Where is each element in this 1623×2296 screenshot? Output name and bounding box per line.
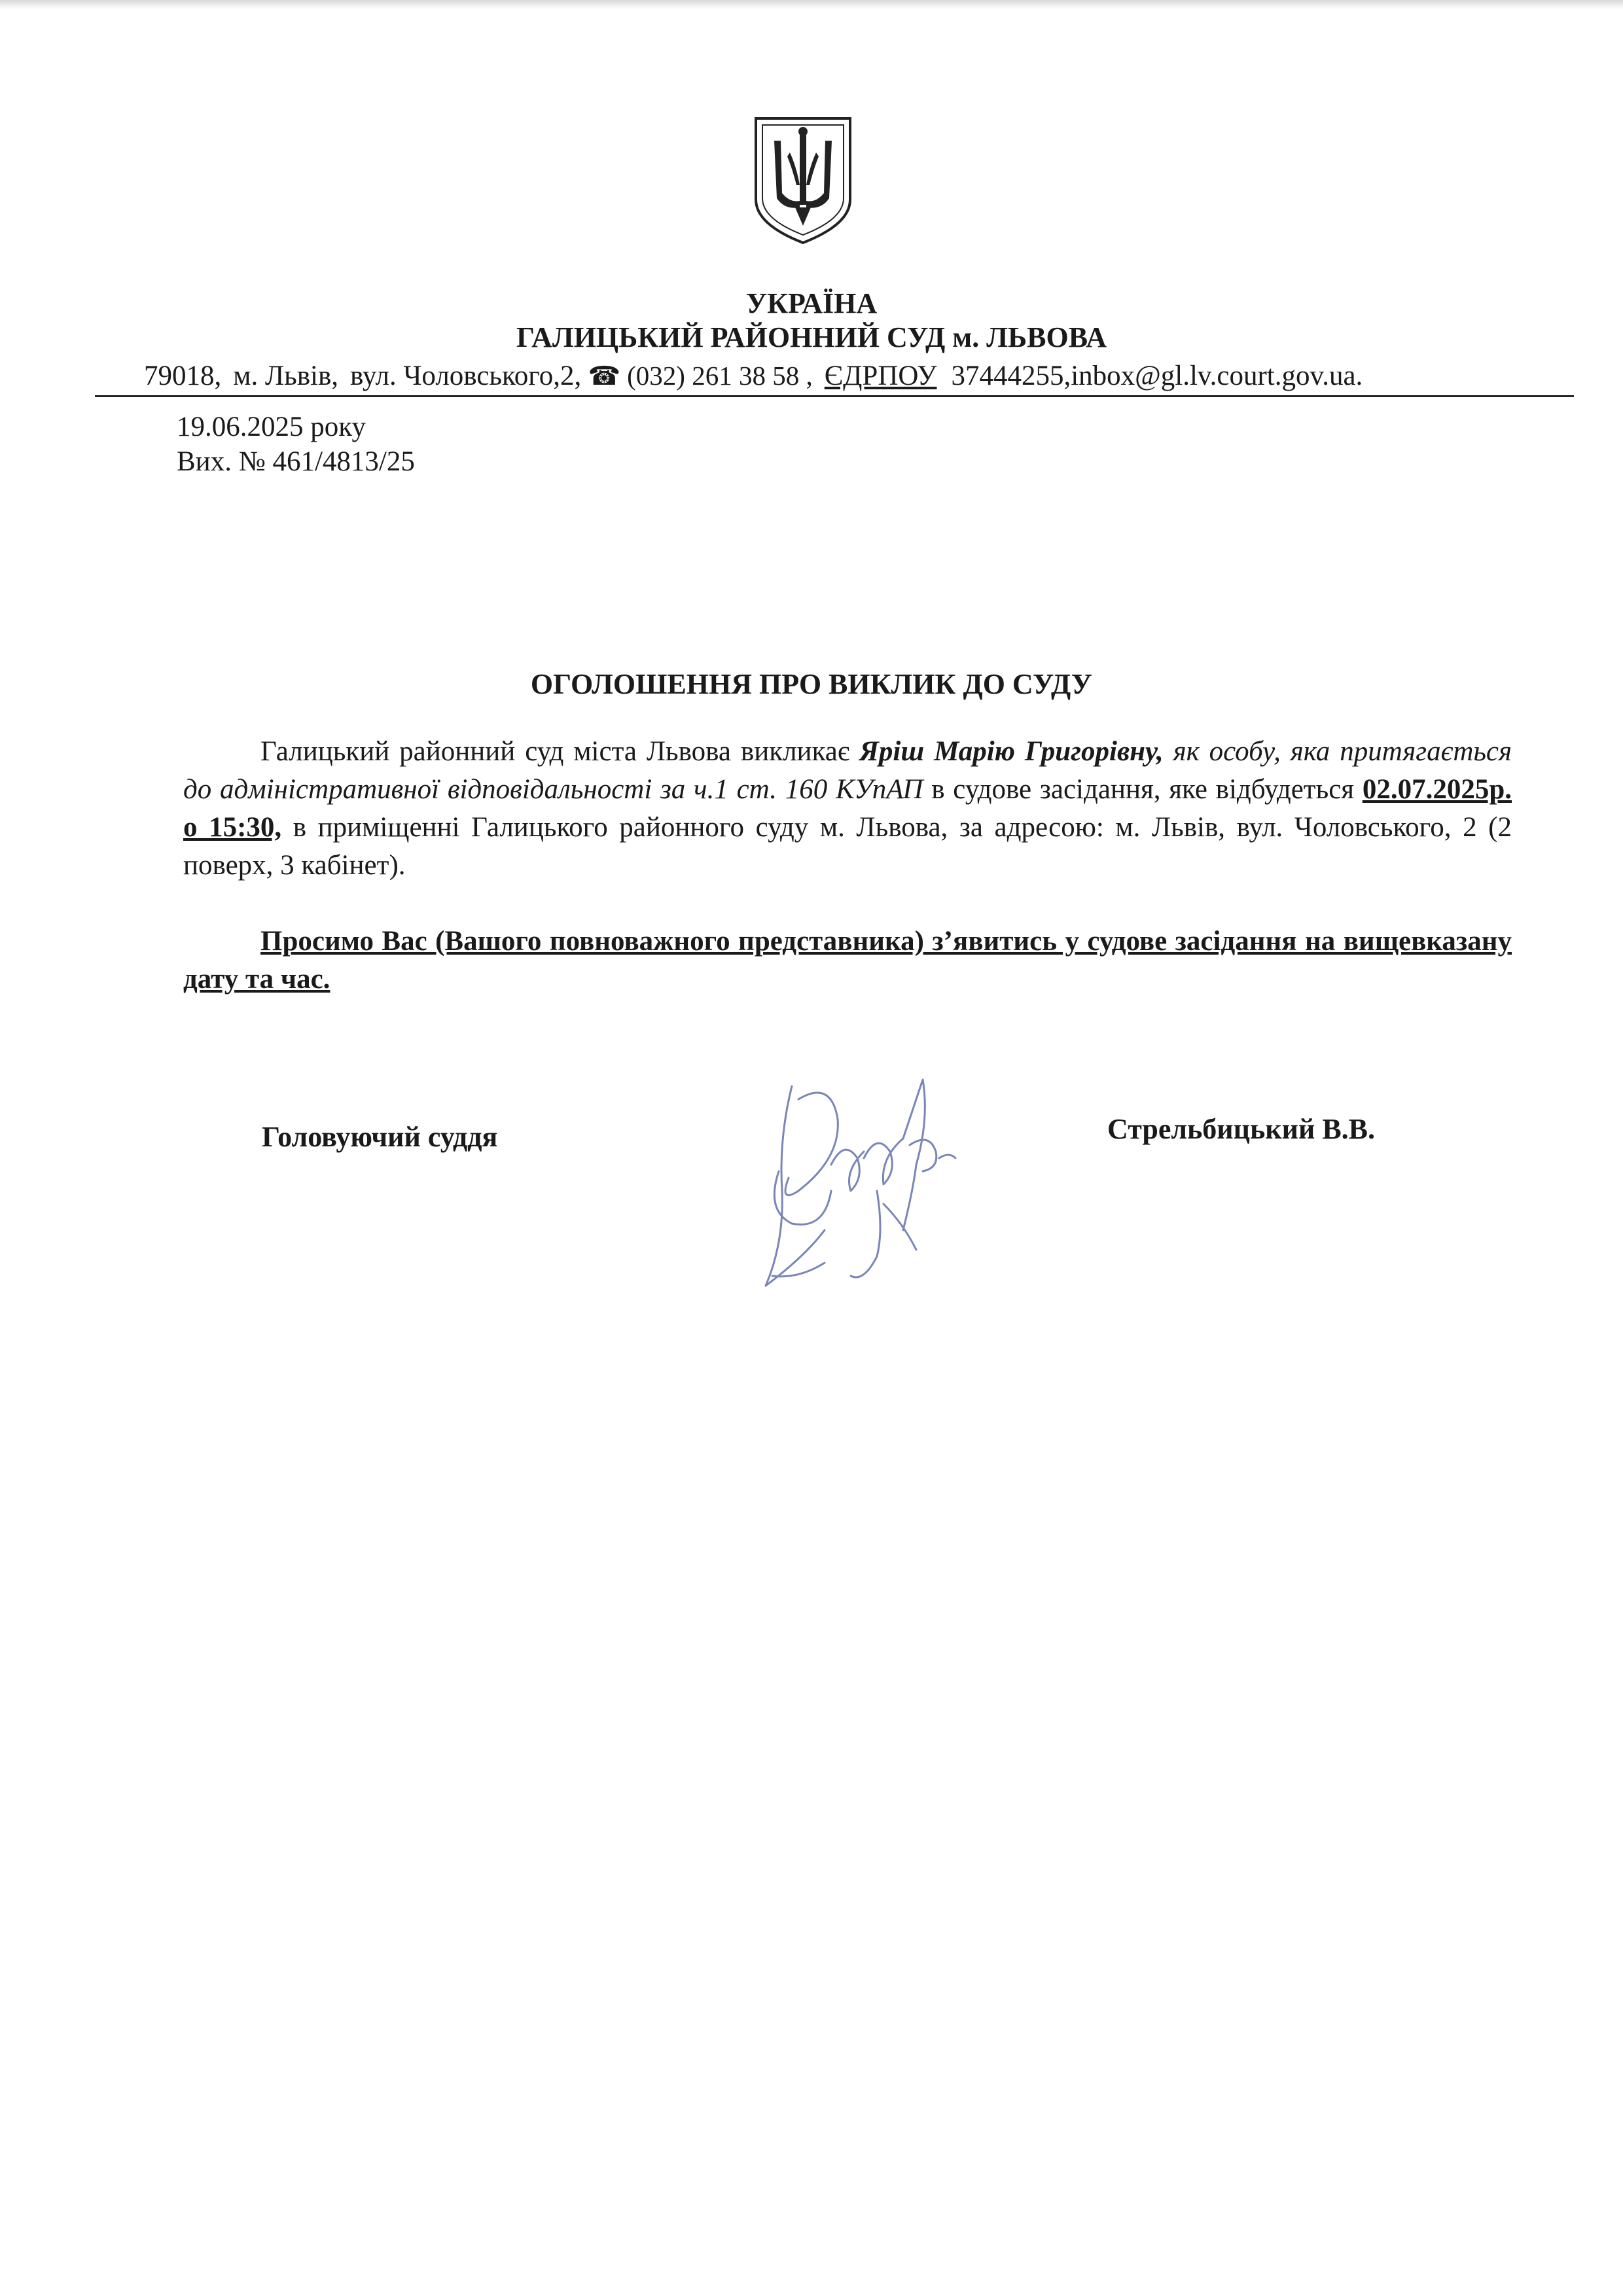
- telephone-icon: ☎: [588, 361, 621, 391]
- judge-name: Стрельбицький В.В.: [1107, 1113, 1376, 1145]
- scan-edge-shadow: [0, 0, 1623, 9]
- postal-code: 79018,: [144, 361, 222, 391]
- body-text-2: [1164, 736, 1173, 767]
- body-text-1: Галицький районний суд міста Львова викликає: [260, 736, 860, 767]
- edrpou-email: 37444255,inbox@gl.lv.court.gov.ua.: [951, 361, 1363, 391]
- court-contacts: [144, 360, 1564, 397]
- handwritten-signature-icon: [753, 1060, 1001, 1302]
- body-text-3: в судове засідання, яке відбудеться: [923, 774, 1363, 805]
- header-divider: [95, 395, 1574, 397]
- summoned-person: Яріш Марію Григорівну,: [859, 736, 1164, 767]
- request-paragraph: Просимо Вас (Вашого повноважного представника) з’явитись у судове засідання на вищевказану дату та час.: [183, 926, 1512, 995]
- country-name: УКРАЇНА: [745, 287, 878, 319]
- court-name: ГАЛИЦЬКИЙ РАЙОННИЙ СУД м. ЛЬВОВА: [516, 321, 1107, 353]
- person-role: як особу, яка притягається до адміністративної відповідальності за ч.1 ст. 160 КУпАП: [183, 736, 1512, 805]
- body-text-4: в приміщенні Галицького районного суду м. Львова, за адресою: м. Львів, вул. Чоловського, 2 (2 поверх, 3 кабінет).: [183, 812, 1512, 881]
- street-address: вул. Чоловського,2,: [350, 361, 582, 391]
- edrpou-label: ЄДРПОУ: [824, 361, 937, 391]
- notice-title: ОГОЛОШЕННЯ ПРО ВИКЛИК ДО СУДУ: [530, 668, 1093, 700]
- notice-body: [183, 733, 1512, 885]
- document-date: 19.06.2025 року: [177, 412, 366, 442]
- outgoing-number: Вих. № 461/4813/25: [177, 446, 415, 477]
- trident-coat-of-arms-icon: [751, 115, 855, 245]
- phone-number: (032) 261 38 58 ,: [627, 361, 813, 391]
- judge-title: Головуючий суддя: [262, 1121, 498, 1153]
- hearing-datetime: 02.07.2025р. о 15:30,: [183, 774, 1512, 843]
- city: м. Львів,: [233, 361, 339, 391]
